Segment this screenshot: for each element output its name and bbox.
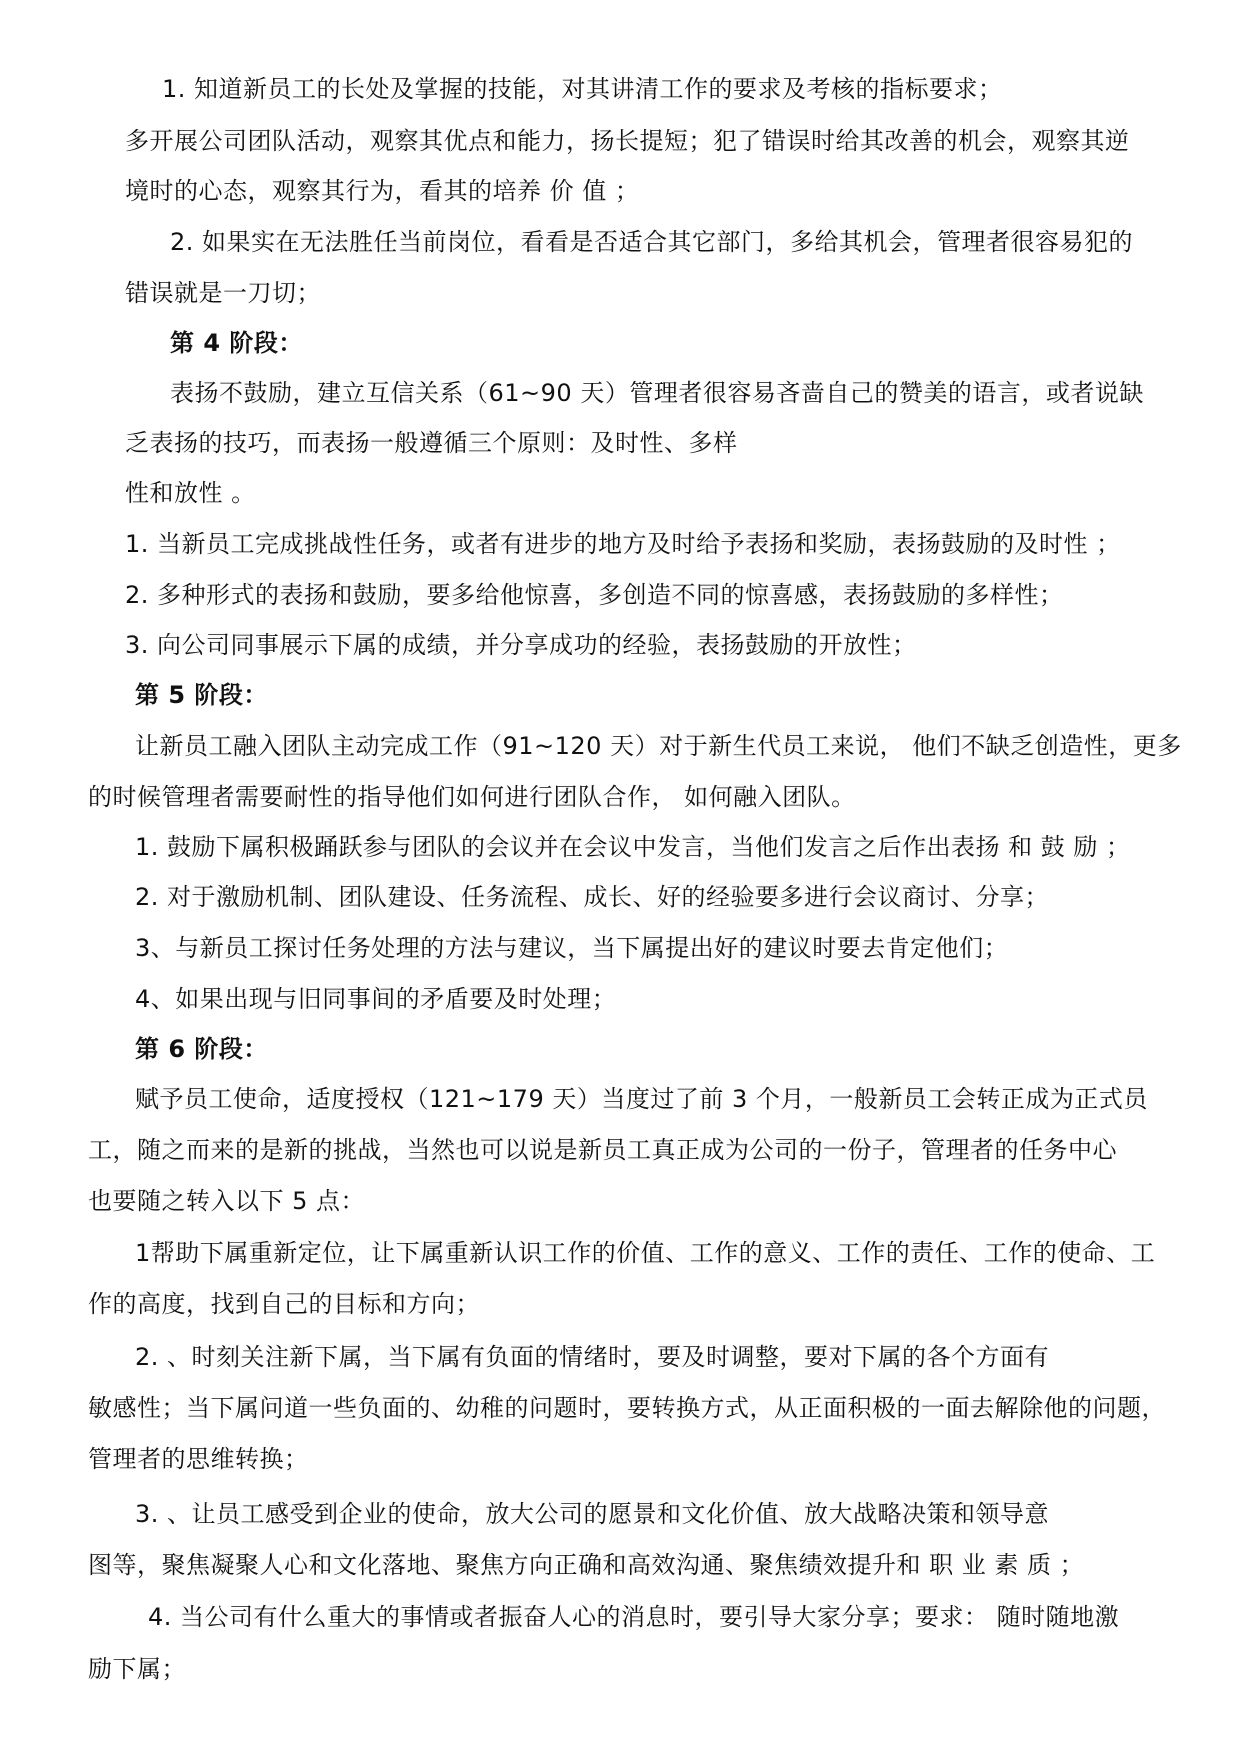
list-item: 3. 、让员工感受到企业的使命，放大公司的愿景和文化价值、放大战略决策和领导意 (135, 1500, 1050, 1528)
text-line: 工，随之而来的是新的挑战，当然也可以说是新员工真正成为公司的一份子，管理者的任务中心 (88, 1136, 1117, 1164)
text-line: 赋予员工使命，适度授权（121~179 天）当度过了前 3 个月，一般新员工会转正成为正式员 (135, 1085, 1148, 1113)
text-line: 也要随之转入以下 5 点： (88, 1187, 366, 1215)
text-line: 境时的心态，观察其行为，看其的培养 价 值 ； (125, 177, 640, 205)
text-line: 敏感性；当下属问道一些负面的、幼稚的问题时，要转换方式，从正面积极的一面去解除他的问题， (88, 1394, 1166, 1422)
text-line: 1. 知道新员工的长处及掌握的技能，对其讲清工作的要求及考核的指标要求； (162, 75, 1003, 103)
text-line: 多开展公司团队活动，观察其优点和能力，扬长提短；犯了错误时给其改善的机会，观察其逆 (125, 127, 1130, 155)
text-line: 管理者的思维转换； (88, 1445, 309, 1473)
text-line: 让新员工融入团队主动完成工作（91~120 天）对于新生代员工来说， 他们不缺乏创造性，更多 (135, 732, 1182, 760)
text-line: 错误就是一刀切； (125, 279, 321, 307)
section-heading-6: 第 6 阶段： (135, 1035, 268, 1063)
section-heading-4: 第 4 阶段： (170, 329, 303, 357)
text-line: 图等，聚焦凝聚人心和文化落地、聚焦方向正确和高效沟通、聚焦绩效提升和 职 业 素 质 ； (88, 1551, 1085, 1579)
list-item: 4. 当公司有什么重大的事情或者振奋人心的消息时，要引导大家分享；要求： 随时随地激 (148, 1603, 1120, 1631)
list-item: 2. 对于激励机制、团队建设、任务流程、成长、好的经验要多进行会议商讨、分享； (135, 883, 1050, 911)
list-item: 3. 向公司同事展示下属的成绩，并分享成功的经验，表扬鼓励的开放性； (125, 631, 917, 659)
list-item: 1. 鼓励下属积极踊跃参与团队的会议并在会议中发言，当他们发言之后作出表扬 和 鼓 励 ； (135, 833, 1131, 861)
list-item: 2. 、时刻关注新下属，当下属有负面的情绪时，要及时调整，要对下属的各个方面有 (135, 1343, 1050, 1371)
list-item: 3、与新员工探讨任务处理的方法与建议，当下属提出好的建议时要去肯定他们； (135, 934, 1009, 962)
text-line: 的时候管理者需要耐性的指导他们如何进行团队合作， 如何融入团队。 (88, 783, 856, 811)
list-item: 2. 多种形式的表扬和鼓励，要多给他惊喜，多创造不同的惊喜感，表扬鼓励的多样性； (125, 581, 1064, 609)
section-heading-5: 第 5 阶段： (135, 681, 268, 709)
text-line: 作的高度，找到自己的目标和方向； (88, 1290, 480, 1318)
list-item: 1帮助下属重新定位，让下属重新认识工作的价值、工作的意义、工作的责任、工作的使命、工 (135, 1239, 1156, 1267)
list-item: 1. 当新员工完成挑战性任务，或者有进步的地方及时给予表扬和奖励，表扬鼓励的及时性 ； (125, 530, 1121, 558)
list-item: 4、如果出现与旧同事间的矛盾要及时处理； (135, 985, 617, 1013)
text-line: 表扬不鼓励，建立互信关系（61~90 天）管理者很容易吝啬自己的赞美的语言，或者说缺 (170, 379, 1144, 407)
text-line: 2. 如果实在无法胜任当前岗位，看看是否适合其它部门，多给其机会，管理者很容易犯的 (170, 228, 1134, 256)
text-line: 性和放性 。 (125, 479, 256, 507)
text-line: 励下属； (88, 1655, 186, 1683)
text-line: 乏表扬的技巧，而表扬一般遵循三个原则：及时性、多样 (125, 429, 738, 457)
